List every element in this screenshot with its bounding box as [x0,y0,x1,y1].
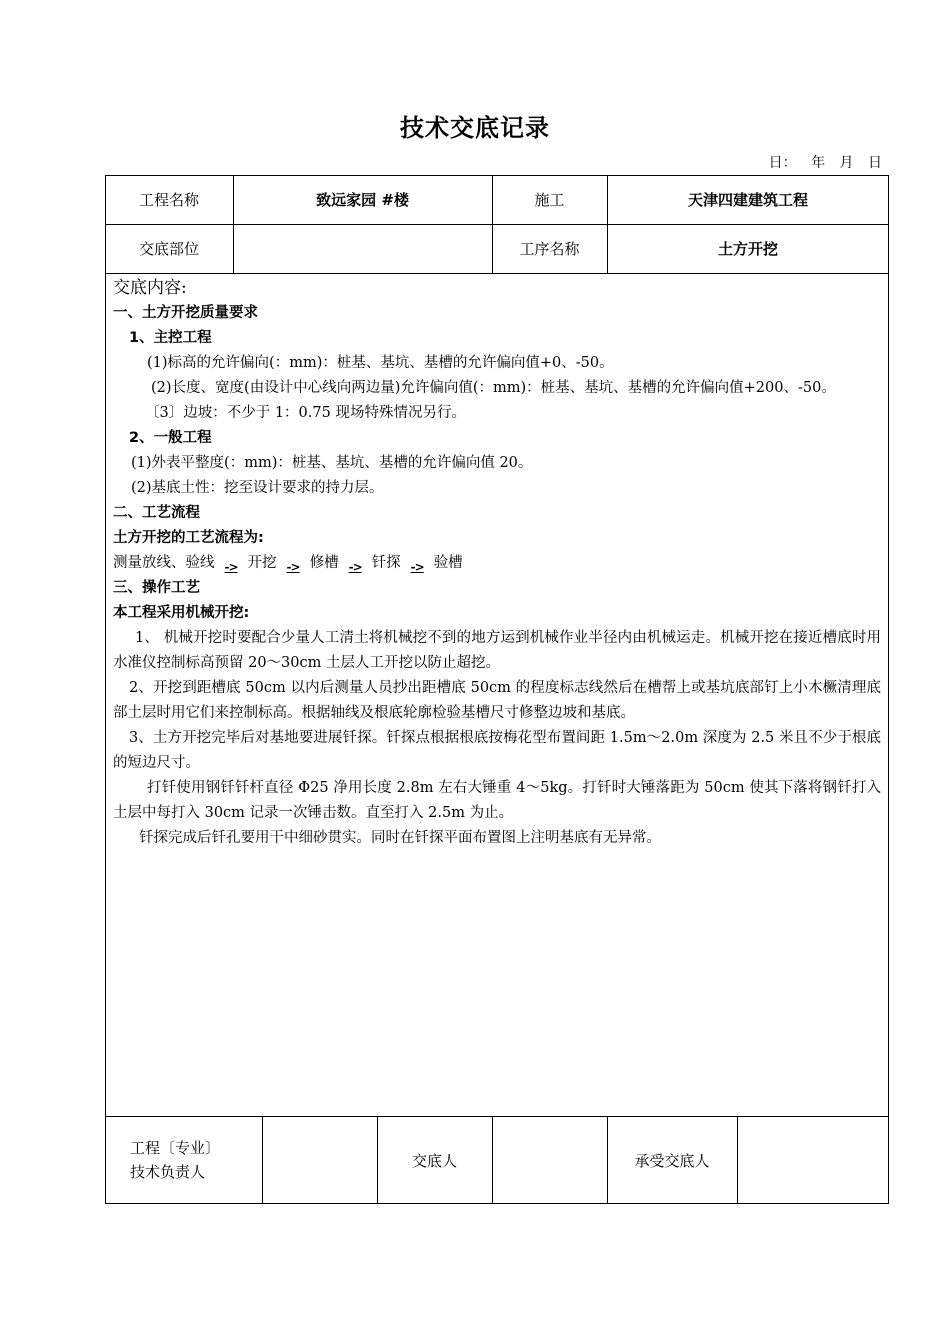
date-line: 日： 年 月 日 [768,155,882,171]
s1-1-item2: (2)长度、宽度(由设计中心线向两边量)允许偏向值(：mm)：桩基、基坑、基槽的允许偏向值+200、-50。 [151,380,836,396]
location-label: 交底部位 [138,240,199,258]
operation-paragraph-1: 1、 机械开挖时要配合少量人工清土将机械挖不到的地方运到机械作业半径内由机械运走。机械开挖在接近槽底时用水准仪控制标高预留 20～30cm 土层人工开挖以防止超挖。 [113,630,881,671]
receiver-label: 承受交底人 [634,1151,710,1170]
project-name-label: 工程名称 [138,191,199,209]
process-label: 工序名称 [519,240,580,258]
content-label: 交底内容: [113,278,187,298]
location-value [233,224,492,273]
flow-step: 验槽 [433,555,463,571]
presenter-label: 交底人 [411,1151,457,1170]
section2-heading: 二、工艺流程 [113,505,200,521]
arrow-icon: -> [286,560,300,574]
flow-step: 开挖 [247,555,277,571]
operation-paragraph-5: 钎探完成后钎孔要用干中细砂贯实。同时在钎探平面布置图上注明基底有无异常。 [139,830,661,846]
flow-step: 钎探 [371,555,401,571]
flow-step: 测量放线、验线 [113,555,215,571]
construction-label: 施工 [534,191,565,209]
row-divider [105,273,889,274]
construction-value: 天津四建建筑工程 [687,191,808,209]
project-name-value: 致远家园 #楼 [316,191,409,209]
tech-lead-line2: 技术负责人 [130,1163,206,1181]
operation-paragraph-3: 3、土方开挖完毕后对基地要进展钎探。钎探点根据根底按梅花型布置间距 1.5m～2.0m 深度为 2.5 米且不少于根底的短边尺寸。 [113,730,881,771]
section1-2-heading: 2、一般工程 [129,430,212,446]
disclosure-content [113,276,881,851]
operation-paragraph-2: 2、开挖到距槽底 50cm 以内后测量人员抄出距槽底 50cm 的程度标志线然后在槽帮上或基坑底部钉上小木橛清理底部土层时用它们来控制标高。根据轴线及根底轮廓检验基槽尺寸修整边坡和基底。 [113,680,881,721]
presenter-signature [492,1116,607,1204]
tech-lead-line1: 工程〔专业〕 [130,1139,221,1157]
receiver-signature [737,1116,889,1204]
tech-lead-label [130,1136,220,1184]
arrow-icon: -> [224,560,238,574]
tech-lead-signature [262,1116,377,1204]
section3-heading: 三、操作工艺 [113,580,200,596]
s1-1-item1: (1)标高的允许偏向(：mm)：桩基、基坑、基槽的允许偏向值+0、-50。 [147,355,614,371]
section3-sub: 本工程采用机械开挖: [113,605,250,621]
arrow-icon: -> [348,560,362,574]
s1-2-item2: (2)基底土性：挖至设计要求的持力层。 [131,480,384,496]
operation-paragraph-4: 打钎使用钢钎钎杆直径 Φ25 净用长度 2.8m 左右大锤重 4～5kg。打钎时大锤落距为 50cm 使其下落将钢钎打入土层中每打入 30cm 记录一次锤击数。直至打入 2.5m 为止。 [113,780,881,821]
process-flow [113,551,881,576]
section1-heading: 一、土方开挖质量要求 [113,305,258,321]
s1-1-item3: 〔3〕边坡：不少于 1：0.75 现场特殊情况另行。 [145,405,466,421]
section1-1-heading: 1、主控工程 [129,330,212,346]
arrow-icon: -> [410,560,424,574]
process-value: 土方开挖 [717,240,778,258]
section2-sub: 土方开挖的工艺流程为: [113,530,264,546]
s1-2-item1: (1)外表平整度(：mm)：桩基、基坑、基槽的允许偏向值 20。 [131,455,533,471]
flow-step: 修槽 [309,555,339,571]
document-title: 技术交底记录 [400,114,550,142]
